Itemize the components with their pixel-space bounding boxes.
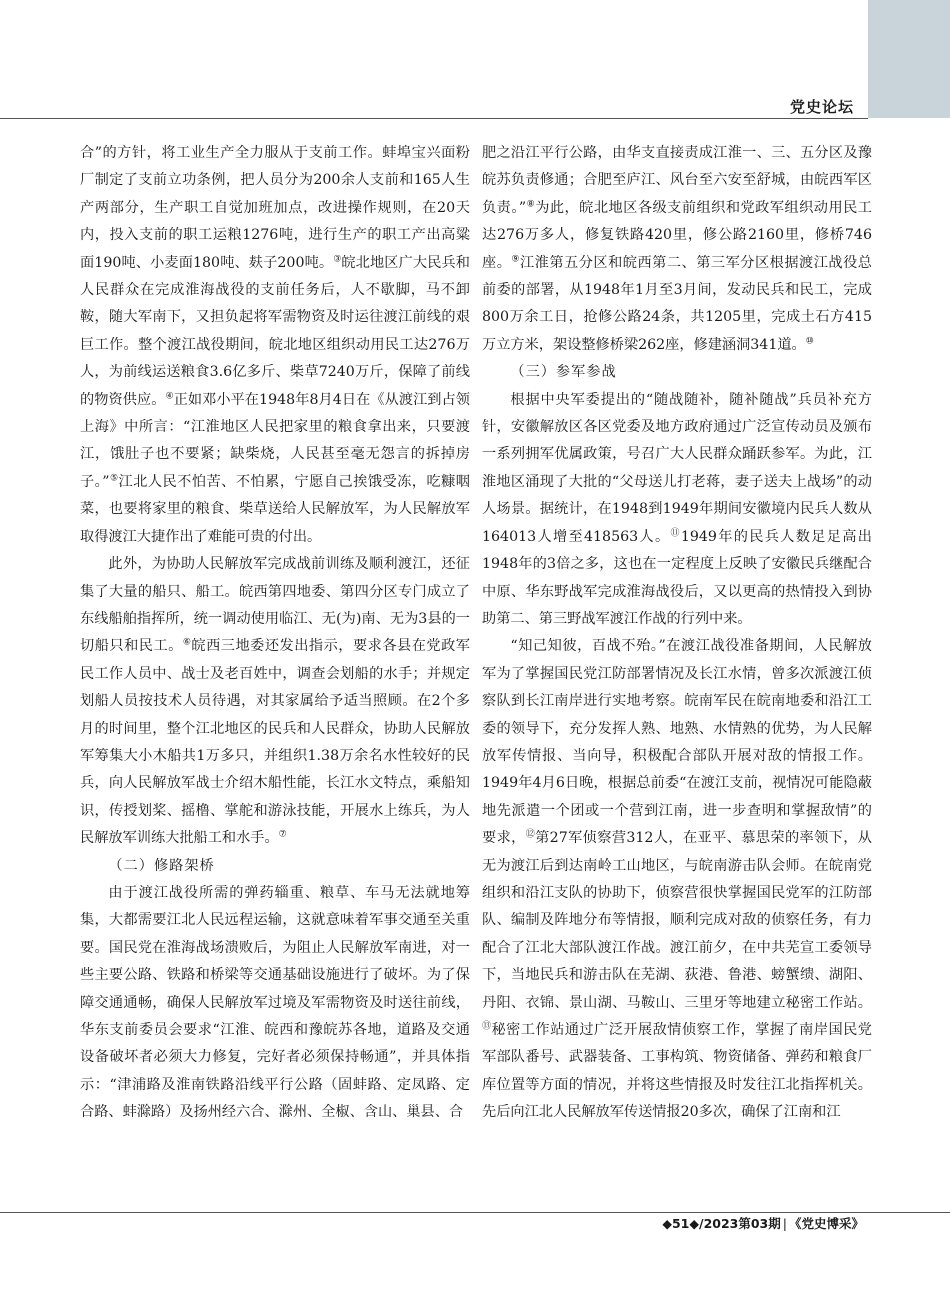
paragraph bbox=[80, 551, 470, 852]
footnote-marker: ⑧ bbox=[526, 199, 536, 210]
paragraph bbox=[482, 387, 872, 634]
section-heading: （三）参军参战 bbox=[510, 364, 617, 381]
footer-rule bbox=[0, 1212, 950, 1213]
footnote-marker: ⑤ bbox=[109, 473, 119, 484]
footnote-marker: ⑪ bbox=[670, 527, 681, 538]
text-run: 江北人民不怕苦、不怕累，宁愿自己挨饿受冻，吃糠咽菜，也要将家里的粮食、柴草送给人民解放军，为人民解放军取得渡江大捷作出了难能可贵的付出。 bbox=[80, 473, 470, 545]
text-run: 皖西三地委还发出指示，要求各县在党政军民工作人员中、战士及老百姓中，调查会划船的水手；并规定划船人员按技术人员待遇，对其家属给予适当照顾。在2个多月的时间里，整个江北地区的民兵和人民群众，协助人民解放军筹集大小木船共1万多只，并组织1.38万余名水性较好的民兵，向人民解放军战士介绍木船性能，长江水文特点，乘船知识，传授划桨、摇橹、掌舵和游泳技能，开展水上练兵，为人民解放军训练大批船工和水手。 bbox=[80, 638, 470, 847]
footer-separator: | bbox=[782, 1216, 787, 1231]
text-run: 皖北地区广大民兵和人民群众在完成淮海战役的支前任务后，人不歇脚，马不卸鞍，随大军南下，又担负起将军需物资及时运往渡江前线的艰巨工作。整个渡江战役期间，皖北地区组织动用民工达276万人，为前线运送粮食3.6亿多斤、柴草7240万斤，保障了前线的物资供应。 bbox=[80, 254, 470, 408]
text-run: 正如邓小平在1948年8月4日在《从渡江到占领上海》中所言：“江淮地区人民把家里的粮食拿出来，只要渡江，饿肚子也不要紧；缺柴烧，人民甚至毫无怨言的拆掉房子。” bbox=[80, 391, 470, 490]
issue-number: /2023第03期 bbox=[699, 1216, 781, 1231]
text-run: “知己知彼，百战不殆。”在渡江战役准备期间，人民解放军为了掌握国民党江防部署情况及长江水情，曾多次派渡江侦察队到长江南岸进行实地考察。皖南军民在皖南地委和沿江工委的领导下，充分发挥人熟、地熟、水情熟的优势，为人民解放军传情报、当向导，积极配合部队开展对敌的情报工作。1949年4月6日晚，根据总前委“在渡江支前，视情况可能隐蔽地先派遣一个团或一个营到江南，进一步查明和掌握敌情”的要求， bbox=[482, 638, 872, 847]
text-run: 合”的方针，将工业生产全力服从于支前工作。蚌埠宝兴面粉厂制定了支前立功条例，把人员分为200余人支前和165人生产两部分，生产职工自觉加班加点，改进操作规则，在20天内，投入支前的职工运粮1276吨，进行生产的职工产出高粱面190吨、小麦面180吨、麸子200吨。 bbox=[80, 145, 470, 271]
header-rule bbox=[0, 118, 868, 119]
paragraph bbox=[482, 140, 872, 359]
text-run: 1949年的民兵人数足足高出1948年的3倍之多，这也在一定程度上反映了安徽民兵继配合中原、华东野战军完成淮海战役后，又以更高的热情投入到协助第二、第三野战军渡江作战的行列中来。 bbox=[482, 528, 872, 627]
footnote-marker: ⑦ bbox=[278, 829, 287, 840]
text-run: 肥之沿江平行公路，由华支直接责成江淮一、三、五分区及豫皖苏负责修通；合肥至庐江、风台至六安至舒城，由皖西军区负责。” bbox=[482, 145, 872, 216]
page-number: ◆51◆ bbox=[662, 1216, 699, 1231]
footnote-marker: ⑩ bbox=[805, 336, 814, 347]
footer bbox=[662, 1214, 864, 1232]
footnote-marker: ⑬ bbox=[482, 1021, 492, 1032]
text-run: 第27军侦察营312人，在亚平、慕思荣的率领下，从无为渡江后到达南岭工山地区，与皖南游击队会师。在皖南党组织和沿江支队的协助下，侦察营很快掌握国民党军的江防部队、编制及阵地分布等情报，顺利完成对敌的侦察任务，有力配合了江北大部队渡江作战。渡江前夕，在中共芜宣工委领导下，当地民兵和游击队在芜湖、荻港、鲁港、螃蟹缋、湖阳、丹阳、衣锦、景山湖、马鞍山、三里牙等地建立秘密工作站。 bbox=[482, 830, 872, 1011]
paragraph bbox=[482, 633, 872, 1126]
section-label: 党史论坛 bbox=[789, 98, 854, 116]
left-column bbox=[80, 140, 470, 1127]
text-run: 根据中央军委提出的“随战随补，随补随战”兵员补充方针，安徽解放区各区党委及地方政府通过广泛宣传动员及颁布一系列拥军优属政策，号召广大人民群众踊跃参军。为此，江淮地区涌现了大批的“父母送儿打老蒋，妻子送夫上战场”的动人场景。据统计，在1948到1949年期间安徽境内民兵人数从164013人增至418563人。 bbox=[482, 391, 872, 545]
footnote-marker: ⑨ bbox=[511, 253, 520, 264]
paragraph: 由于渡江战役所需的弹药辎重、粮草、车马无法就地筹集，大都需要江北人民远程运输，这就意味着军事交通至关重要。国民党在淮海战场溃败后，为阻止人民解放军南进，对一些主要公路、铁路和桥梁等交通基础设施进行了破坏。为了保障交通通畅，确保人民解放军过境及军需物资及时送往前线，华东支前委员会要求“江淮、皖西和豫皖苏各地，道路及交通设备破坏者必须大力修复，完好者必须保持畅通”，并具体指示：“津浦路及淮南铁路沿线平行公路（固蚌路、定凤路、定合路、蚌滁路）及扬州经六合、滁州、全椒、含山、巢县、合 bbox=[80, 884, 470, 1121]
footnote-marker: ⑫ bbox=[525, 829, 536, 840]
paragraph bbox=[80, 140, 470, 551]
section-heading: （二）修路架桥 bbox=[108, 857, 215, 874]
footnote-marker: ③ bbox=[333, 253, 342, 264]
corner-color-block bbox=[868, 0, 950, 118]
footnote-marker: ④ bbox=[165, 390, 174, 401]
text-run: 为此，皖北地区各级支前组织和党政军组织动用民工达276万多人，修复铁路420里，修公路2160里，修桥746座。 bbox=[482, 199, 872, 271]
text-run: 江淮第五分区和皖西第二、第三军分区根据渡江战役总前委的部署，从1948年1月至3月间，发动民兵和民工，完成800万余工日，抢修公路24条，共1205里，完成土石方415万立方米，架设整修桥梁262座，修建涵洞341道。 bbox=[482, 254, 872, 353]
text-run: 此外，为协助人民解放军完成战前训练及顺利渡江，还征集了大量的船只、船工。皖西第四地委、第四分区专门成立了东线船舶指挥所，统一调动使用临江、无(为)南、无为3县的一切船只和民工。 bbox=[80, 556, 470, 655]
right-column bbox=[482, 140, 872, 1127]
text-run: 秘密工作站通过广泛开展敌情侦察工作，掌握了南岸国民党军部队番号、武器装备、工事构筑、物资储备、弹药和粮食厂库位置等方面的情况，并将这些情报及时发往江北指挥机关。先后向江北人民解放军传送情报20多次，确保了江南和江 bbox=[482, 1022, 872, 1121]
footnote-marker: ⑥ bbox=[182, 637, 192, 648]
journal-name: 《党史博采》 bbox=[788, 1216, 864, 1231]
